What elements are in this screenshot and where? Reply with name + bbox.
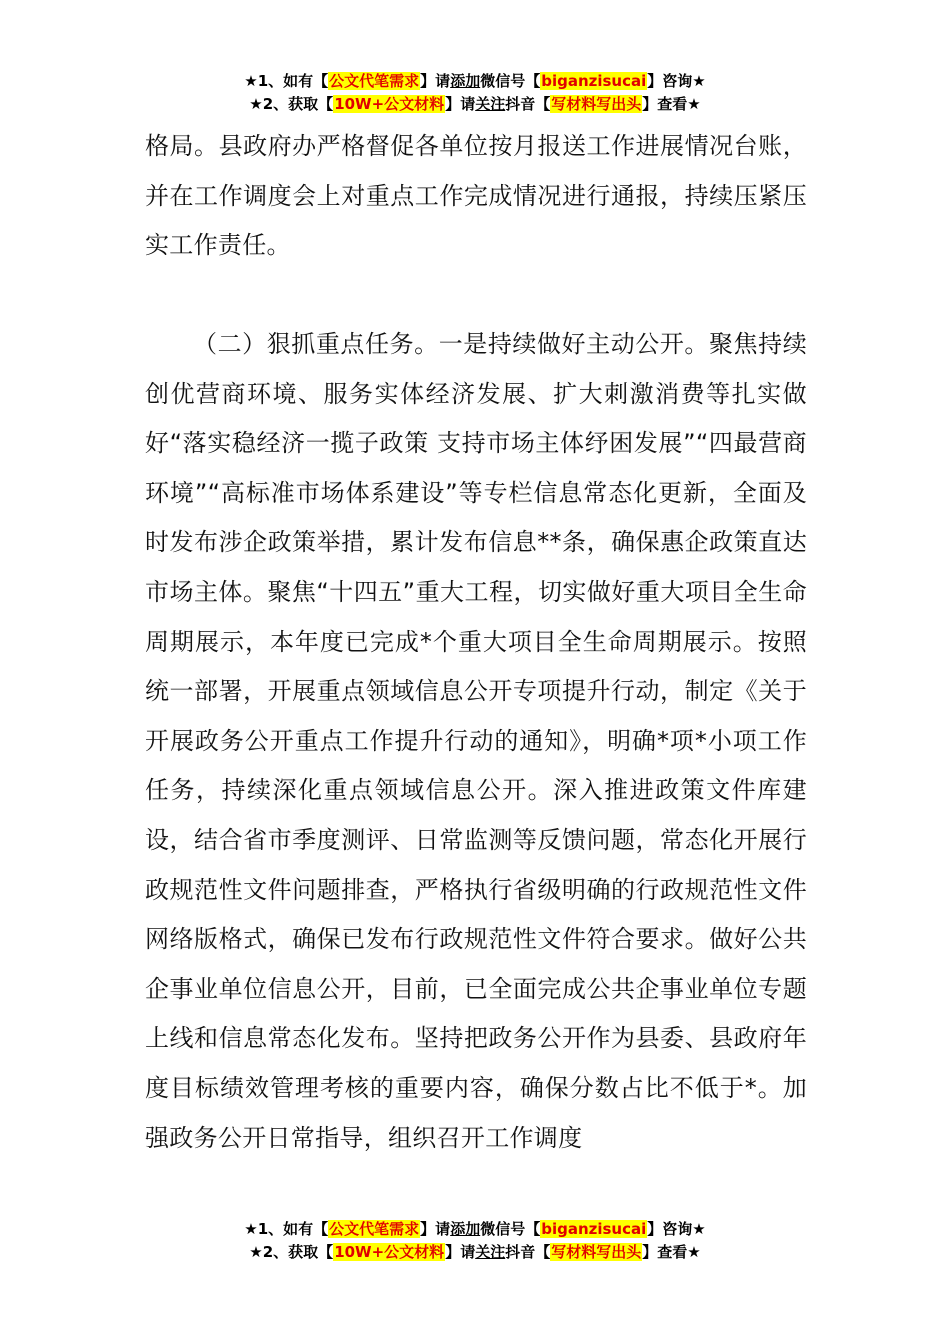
footer-line-1-mid-2: 微信号【 bbox=[480, 1220, 541, 1238]
banner-line-1-highlight-1: 公文代笔需求 bbox=[329, 72, 420, 90]
footer-line-1-highlight-1: 公文代笔需求 bbox=[329, 1220, 420, 1238]
footer-banner bbox=[0, 1218, 950, 1264]
banner-line-1-suffix: 】咨询★ bbox=[647, 72, 706, 90]
banner-line-1-underline: 添加 bbox=[450, 72, 481, 90]
paragraph-key-tasks-text: （二）狠抓重点任务。一是持续做好主动公开。聚焦持续创优营商环境、服务实体经济发展、扩大刺激消费等扎实做好“落实稳经济一揽子政策 支持市场主体纾困发展”“四最营商环境”“高标准市场体系建设”等专栏信息常态化更新，全面及时发布涉企政策举措，累计发布信息**条，确保惠企政策直达市场主体。聚焦“十四五”重大工程，切实做好重大项目全生命周期展示，本年度已完成*个重大项目全生命周期展示。按照统一部署，开展重点领域信息公开专项提升行动，制定《关于开展政务公开重点工作提升行动的通知》，明确*项*小项工作任务，持续深化重点领域信息公开。深入推进政策文件库建设，结合省市季度测评、日常监测等反馈问题，常态化开展行政规范性文件问题排查，严格执行省级明确的行政规范性文件网络版格式，确保已发布行政规范性文件符合要求。做好公共企事业单位信息公开，目前，已全面完成公共企事业单位专题上线和信息常态化发布。坚持把政务公开作为县委、县政府年度目标绩效管理考核的重要内容，确保分数占比不低于*。加强政务公开日常指导，组织召开工作调度 bbox=[145, 330, 807, 1152]
banner-line-2-suffix: 】查看★ bbox=[642, 95, 701, 113]
banner-line-2-underline: 关注 bbox=[475, 95, 506, 113]
paragraph-key-tasks bbox=[145, 320, 807, 1163]
header-banner bbox=[0, 70, 950, 116]
footer-line-1-mid-1: 】请 bbox=[420, 1220, 451, 1238]
banner-line-2-highlight-2: 写材料写出头 bbox=[551, 95, 642, 113]
footer-banner-line-1 bbox=[0, 1218, 950, 1241]
footer-line-1-highlight-2: biganzisucai bbox=[541, 1220, 647, 1238]
banner-line-2 bbox=[0, 93, 950, 116]
footer-line-1-suffix: 】咨询★ bbox=[647, 1220, 706, 1238]
banner-line-2-highlight-1: 10W+公文材料 bbox=[334, 95, 445, 113]
banner-line-1 bbox=[0, 70, 950, 93]
footer-line-1-prefix: ★1、如有【 bbox=[244, 1220, 329, 1238]
footer-line-2-mid-1: 】请 bbox=[445, 1243, 476, 1261]
footer-line-2-underline: 关注 bbox=[475, 1243, 506, 1261]
footer-line-2-highlight-1: 10W+公文材料 bbox=[334, 1243, 445, 1261]
footer-line-2-prefix: ★2、获取【 bbox=[249, 1243, 334, 1261]
banner-line-2-mid-1: 】请 bbox=[445, 95, 476, 113]
banner-line-1-mid-2: 微信号【 bbox=[480, 72, 541, 90]
footer-line-2-mid-2: 抖音【 bbox=[505, 1243, 551, 1261]
paragraph-continued-text: 格局。县政府办严格督促各单位按月报送工作进展情况台账，并在工作调度会上对重点工作完成情况进行通报，持续压紧压实工作责任。 bbox=[145, 132, 807, 260]
footer-line-1-underline: 添加 bbox=[450, 1220, 481, 1238]
footer-line-2-suffix: 】查看★ bbox=[642, 1243, 701, 1261]
paragraph-continued bbox=[145, 122, 807, 271]
banner-line-1-prefix: ★1、如有【 bbox=[244, 72, 329, 90]
footer-line-2-highlight-2: 写材料写出头 bbox=[551, 1243, 642, 1261]
banner-line-1-highlight-2: biganzisucai bbox=[541, 72, 647, 90]
banner-line-2-mid-2: 抖音【 bbox=[505, 95, 551, 113]
banner-line-2-prefix: ★2、获取【 bbox=[249, 95, 334, 113]
banner-line-1-mid-1: 】请 bbox=[420, 72, 451, 90]
footer-banner-line-2 bbox=[0, 1241, 950, 1264]
